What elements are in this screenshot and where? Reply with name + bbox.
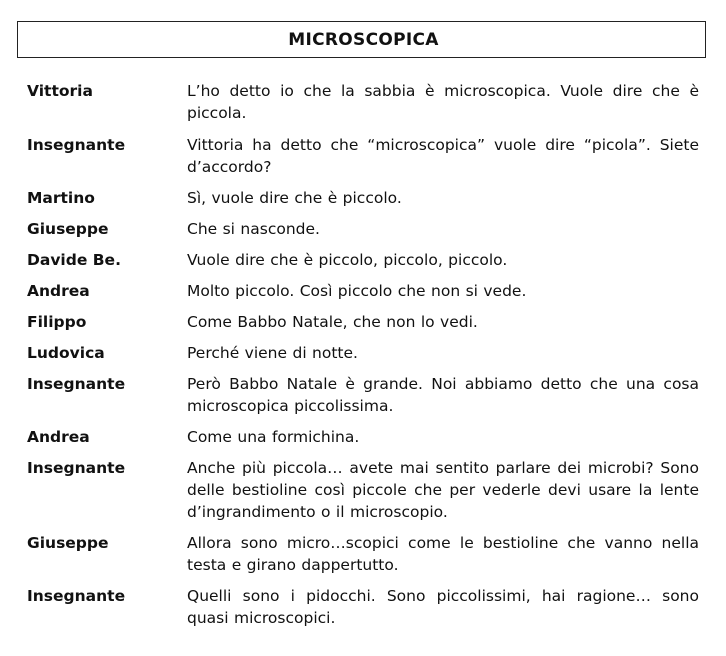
- dialogue-line: Che si nasconde.: [187, 220, 320, 238]
- speaker-name: Vittoria: [27, 82, 93, 100]
- dialogue-line: Come una formichina.: [187, 428, 360, 446]
- dialogue-row: [27, 249, 699, 271]
- dialogue-row: [27, 280, 699, 302]
- dialogue-line: Quelli sono i pidocchi. Sono piccolissimi, hai ragione… sono quasi microscopici.: [187, 587, 699, 627]
- speaker-name: Insegnante: [27, 375, 126, 393]
- speaker-name: Andrea: [27, 428, 90, 446]
- dialogue-line: Anche più piccola… avete mai sentito parlare dei microbi? Sono delle bestioline così piccole che per vederle devi usare la lente d’ingrandimento o il microscopio.: [187, 459, 699, 521]
- dialogue-row: [27, 134, 699, 178]
- dialogue-row: [27, 218, 699, 240]
- speaker-name: Ludovica: [27, 344, 105, 362]
- document-title: MICROSCOPICA: [288, 29, 439, 50]
- dialogue-line: Vittoria ha detto che “microscopica” vuole dire “picola”. Siete d’accordo?: [187, 136, 699, 176]
- speaker-name: Andrea: [27, 282, 90, 300]
- dialogue-line: Come Babbo Natale, che non lo vedi.: [187, 313, 478, 331]
- dialogue-line: Vuole dire che è piccolo, piccolo, piccolo.: [187, 251, 508, 269]
- dialogue-row: [27, 342, 699, 364]
- dialogue-row: [27, 187, 699, 209]
- dialogue-row: [27, 585, 699, 629]
- speaker-name: Insegnante: [27, 459, 126, 477]
- dialogue-line: Allora sono micro…scopici come le bestioline che vanno nella testa e girano dappertutto.: [187, 534, 699, 574]
- dialogue-row: [27, 532, 699, 576]
- dialogue-row: [27, 80, 699, 124]
- dialogue-line: Molto piccolo. Così piccolo che non si vede.: [187, 282, 527, 300]
- dialogue-row: [27, 373, 699, 417]
- speaker-name: Insegnante: [27, 587, 126, 605]
- speaker-name: Filippo: [27, 313, 87, 331]
- title-box: [17, 21, 706, 58]
- dialogue-list: [27, 80, 699, 638]
- speaker-name: Martino: [27, 189, 95, 207]
- dialogue-row: [27, 311, 699, 333]
- speaker-name: Giuseppe: [27, 534, 109, 552]
- dialogue-line: Però Babbo Natale è grande. Noi abbiamo detto che una cosa microscopica piccolissima.: [187, 375, 699, 415]
- dialogue-line: Sì, vuole dire che è piccolo.: [187, 189, 402, 207]
- speaker-name: Giuseppe: [27, 220, 109, 238]
- dialogue-line: Perché viene di notte.: [187, 344, 358, 362]
- speaker-name: Insegnante: [27, 136, 126, 154]
- dialogue-row: [27, 426, 699, 448]
- speaker-name: Davide Be.: [27, 251, 121, 269]
- dialogue-row: [27, 457, 699, 523]
- dialogue-line: L’ho detto io che la sabbia è microscopica. Vuole dire che è piccola.: [187, 82, 699, 122]
